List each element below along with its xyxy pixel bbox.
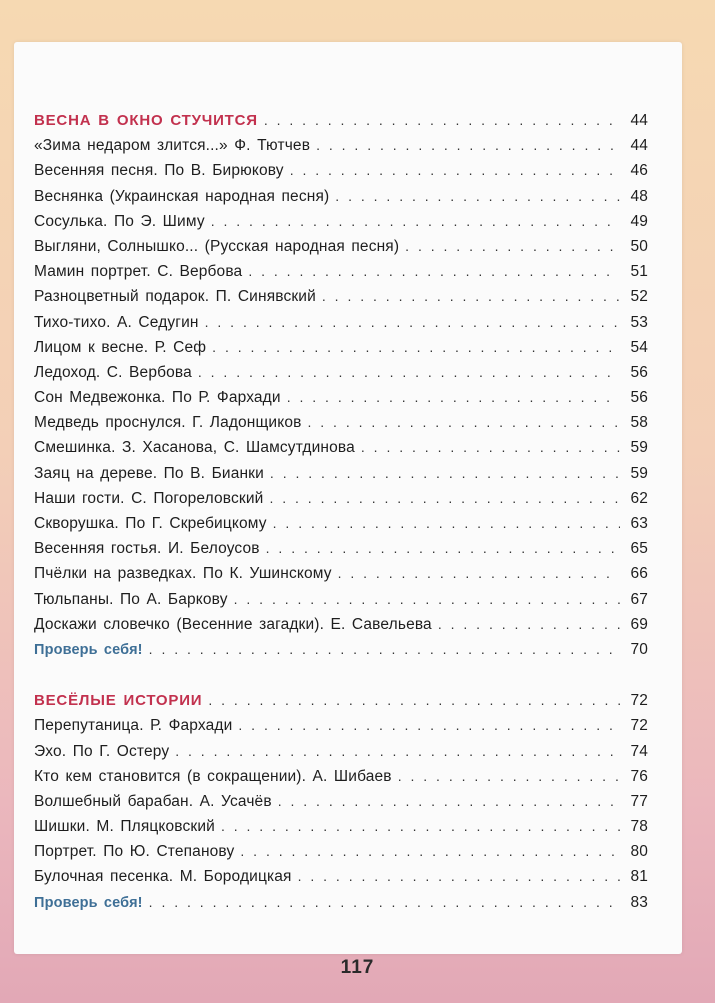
toc-entry-title: Наши гости. С. Погореловский [34,489,264,507]
page-ref: 72 [630,717,648,735]
toc-entry-title: Волшебный барабан. А. Усачёв [34,792,272,810]
toc-entry [34,843,648,868]
toc-entry-title: Булочная песенка. М. Бородицкая [34,868,292,886]
leader-dots [248,263,620,279]
toc-entry [34,818,648,843]
leader-dots [290,162,620,178]
leader-dots [205,314,620,330]
leader-dots [208,692,620,708]
leader-dots [278,793,620,809]
page-ref: 78 [630,818,648,836]
leader-dots [287,389,620,405]
page-ref: 50 [630,237,648,255]
page-ref: 59 [630,439,648,457]
check-yourself-title: Проверь себя! [34,894,143,911]
toc-entry [34,540,648,565]
leader-dots [298,868,620,884]
toc-entry-title: Лицом к весне. Р. Сеф [34,338,207,356]
toc-entry [34,288,648,313]
toc-entry [34,238,648,263]
toc-entry-title: «Зима недаром злится...» Ф. Тютчев [34,137,311,155]
page-ref: 56 [630,389,648,407]
page-ref: 51 [630,263,648,281]
toc-entry-title: Медведь проснулся. Г. Ладонщиков [34,414,302,432]
book-page [14,42,682,954]
page-ref: 65 [630,540,648,558]
page-ref: 59 [630,464,648,482]
page-ref: 83 [630,893,648,911]
page-ref: 81 [630,868,648,886]
toc-entry-title: Ледоход. С. Вербова [34,363,192,381]
page-ref: 70 [630,640,648,658]
toc-entry-title: Шишки. М. Пляцковский [34,818,215,836]
leader-dots [273,515,620,531]
leader-dots [221,818,620,834]
toc-entry [34,389,648,414]
toc-entry-title: Смешинка. З. Хасанова, С. Шамсутдинова [34,439,355,457]
toc-entry [34,768,648,793]
page-ref: 80 [630,843,648,861]
toc-entry-title: Доскажи словечко (Весенние загадки). Е. Савельева [34,615,432,633]
leader-dots [234,591,620,607]
check-yourself-title: Проверь себя! [34,641,143,658]
leader-dots [338,565,620,581]
toc-entry-title: Разноцветный подарок. П. Синявский [34,288,316,306]
toc-entry-title: Перепутаница. Р. Фархади [34,717,233,735]
leader-dots [211,213,620,229]
toc-entry-title: Весенняя гостья. И. Белоусов [34,540,260,558]
toc-entry [34,743,648,768]
toc-entry-title: Кто кем становится (в сокращении). А. Шибаев [34,767,392,785]
section-heading [34,112,648,137]
leader-dots [149,641,620,657]
toc-entry [34,515,648,540]
toc-entry [34,490,648,515]
page-ref: 48 [630,187,648,205]
table-of-contents [34,112,648,919]
toc-entry [34,162,648,187]
page-ref: 56 [630,363,648,381]
check-yourself-entry [34,894,648,919]
toc-entry-title: Скворушка. По Г. Скребицкому [34,515,267,532]
toc-entry [34,364,648,389]
toc-entry [34,188,648,213]
page-ref: 52 [630,288,648,306]
leader-dots [438,616,620,632]
toc-entry [34,263,648,288]
leader-dots [149,894,620,910]
toc-entry [34,616,648,641]
leader-dots [361,439,620,455]
toc-entry-title: Сосулька. По Э. Шиму [34,212,205,230]
page-ref: 44 [630,112,648,129]
page-ref: 62 [630,489,648,507]
toc-entry-title: Тюльпаны. По А. Баркову [34,590,228,608]
page-ref: 44 [630,137,648,155]
leader-dots [264,112,620,128]
toc-entry-title: Веснянка (Украинская народная песня) [34,187,330,205]
section-heading-title: ВЕСЁЛЫЕ ИСТОРИИ [34,692,203,710]
page-ref: 72 [630,692,648,710]
page-ref: 54 [630,338,648,356]
leader-dots [307,414,620,430]
leader-dots [322,288,620,304]
page-ref: 69 [630,615,648,633]
toc-entry-title: Сон Медвежонка. По Р. Фархади [34,389,281,407]
leader-dots [316,137,620,153]
toc-entry [34,414,648,439]
toc-entry [34,793,648,818]
toc-entry [34,213,648,238]
toc-entry-title: Мамин портрет. С. Вербова [34,263,243,281]
page-ref: 46 [630,162,648,180]
toc-entry [34,314,648,339]
page-ref: 74 [630,742,648,760]
toc-entry-title: Выгляни, Солнышко... (Русская народная песня) [34,237,400,255]
leader-dots [335,188,620,204]
leader-dots [270,465,620,481]
section-heading [34,692,648,717]
toc-section-funny-stories [34,692,648,919]
toc-entry [34,565,648,590]
page-ref: 49 [630,212,648,230]
leader-dots [269,490,620,506]
leader-dots [212,339,620,355]
page-ref: 58 [630,414,648,432]
page-ref: 76 [630,767,648,785]
toc-section-spring [34,112,648,666]
leader-dots [240,843,620,859]
toc-entry [34,465,648,490]
page-ref: 67 [630,590,648,608]
toc-entry [34,339,648,364]
leader-dots [238,717,620,733]
toc-entry-title: Весенняя песня. По В. Бирюкову [34,162,284,180]
leader-dots [198,364,620,380]
toc-entry-title: Эхо. По Г. Остеру [34,742,170,760]
check-yourself-entry [34,641,648,666]
toc-entry-title: Портрет. По Ю. Степанову [34,843,235,861]
page-number: 117 [340,957,375,978]
section-heading-title: ВЕСНА В ОКНО СТУЧИТСЯ [34,112,258,129]
toc-entry-title: Тихо-тихо. А. Седугин [34,313,199,331]
toc-entry [34,868,648,893]
toc-entry [34,717,648,742]
toc-entry [34,591,648,616]
page-ref: 77 [630,792,648,810]
page-ref: 66 [630,565,648,583]
page-ref: 63 [630,515,648,532]
toc-entry-title: Пчёлки на разведках. По К. Ушинскому [34,565,332,583]
leader-dots [405,238,620,254]
toc-entry [34,439,648,464]
toc-entry [34,137,648,162]
leader-dots [398,768,620,784]
toc-entry-title: Заяц на дереве. По В. Бианки [34,464,264,482]
page-ref: 53 [630,313,648,331]
leader-dots [175,743,620,759]
leader-dots [266,540,620,556]
